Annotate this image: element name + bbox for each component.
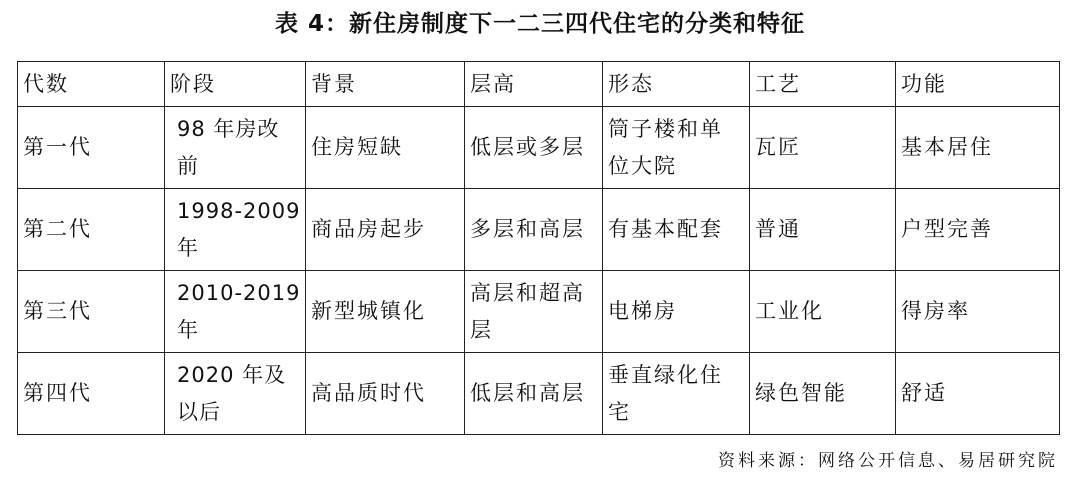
table-cell-background: 高品质时代 [306, 353, 465, 435]
table-cell-stage: 1998-2009 年 [165, 189, 306, 271]
table-cell-function: 基本居住 [896, 107, 1060, 189]
header-cell: 阶段 [165, 62, 306, 107]
table-cell-function: 舒适 [896, 353, 1060, 435]
table-cell-generation: 第四代 [18, 353, 165, 435]
table-cell-height: 低层和高层 [465, 353, 603, 435]
table-cell-generation: 第一代 [18, 107, 165, 189]
table-cell-form: 有基本配套 [603, 189, 750, 271]
header-cell: 代数 [18, 62, 165, 107]
table-cell-background: 住房短缺 [306, 107, 465, 189]
header-cell: 层高 [465, 62, 603, 107]
table-cell-craft: 瓦匠 [750, 107, 896, 189]
table-cell-form: 电梯房 [603, 271, 750, 353]
header-cell: 形态 [603, 62, 750, 107]
table-cell-form: 垂直绿化住宅 [603, 353, 750, 435]
table-cell-background: 商品房起步 [306, 189, 465, 271]
table-cell-stage: 98 年房改前 [165, 107, 306, 189]
table-cell-background: 新型城镇化 [306, 271, 465, 353]
table-title: 表 4：新住房制度下一二三四代住宅的分类和特征 [274, 11, 805, 37]
table-cell-craft: 普通 [750, 189, 896, 271]
table-cell-craft: 工业化 [750, 271, 896, 353]
table-cell-height: 高层和超高层 [465, 271, 603, 353]
table-row [18, 107, 1060, 189]
table-row [18, 189, 1060, 271]
source-note: 资料来源：网络公开信息、易居研究院 [718, 451, 1058, 471]
table-cell-height: 低层或多层 [465, 107, 603, 189]
header-cell: 功能 [896, 62, 1060, 107]
table-row [18, 271, 1060, 353]
table-cell-function: 户型完善 [896, 189, 1060, 271]
table-cell-craft: 绿色智能 [750, 353, 896, 435]
table-cell-generation: 第二代 [18, 189, 165, 271]
table-cell-stage: 2020 年及以后 [165, 353, 306, 435]
header-cell: 背景 [306, 62, 465, 107]
housing-generations-table [17, 61, 1060, 435]
table-row [18, 353, 1060, 435]
table-cell-function: 得房率 [896, 271, 1060, 353]
table-header-row [18, 62, 1060, 107]
header-cell: 工艺 [750, 62, 896, 107]
table-cell-form: 筒子楼和单位大院 [603, 107, 750, 189]
table-cell-generation: 第三代 [18, 271, 165, 353]
table-cell-stage: 2010-2019 年 [165, 271, 306, 353]
table-cell-height: 多层和高层 [465, 189, 603, 271]
